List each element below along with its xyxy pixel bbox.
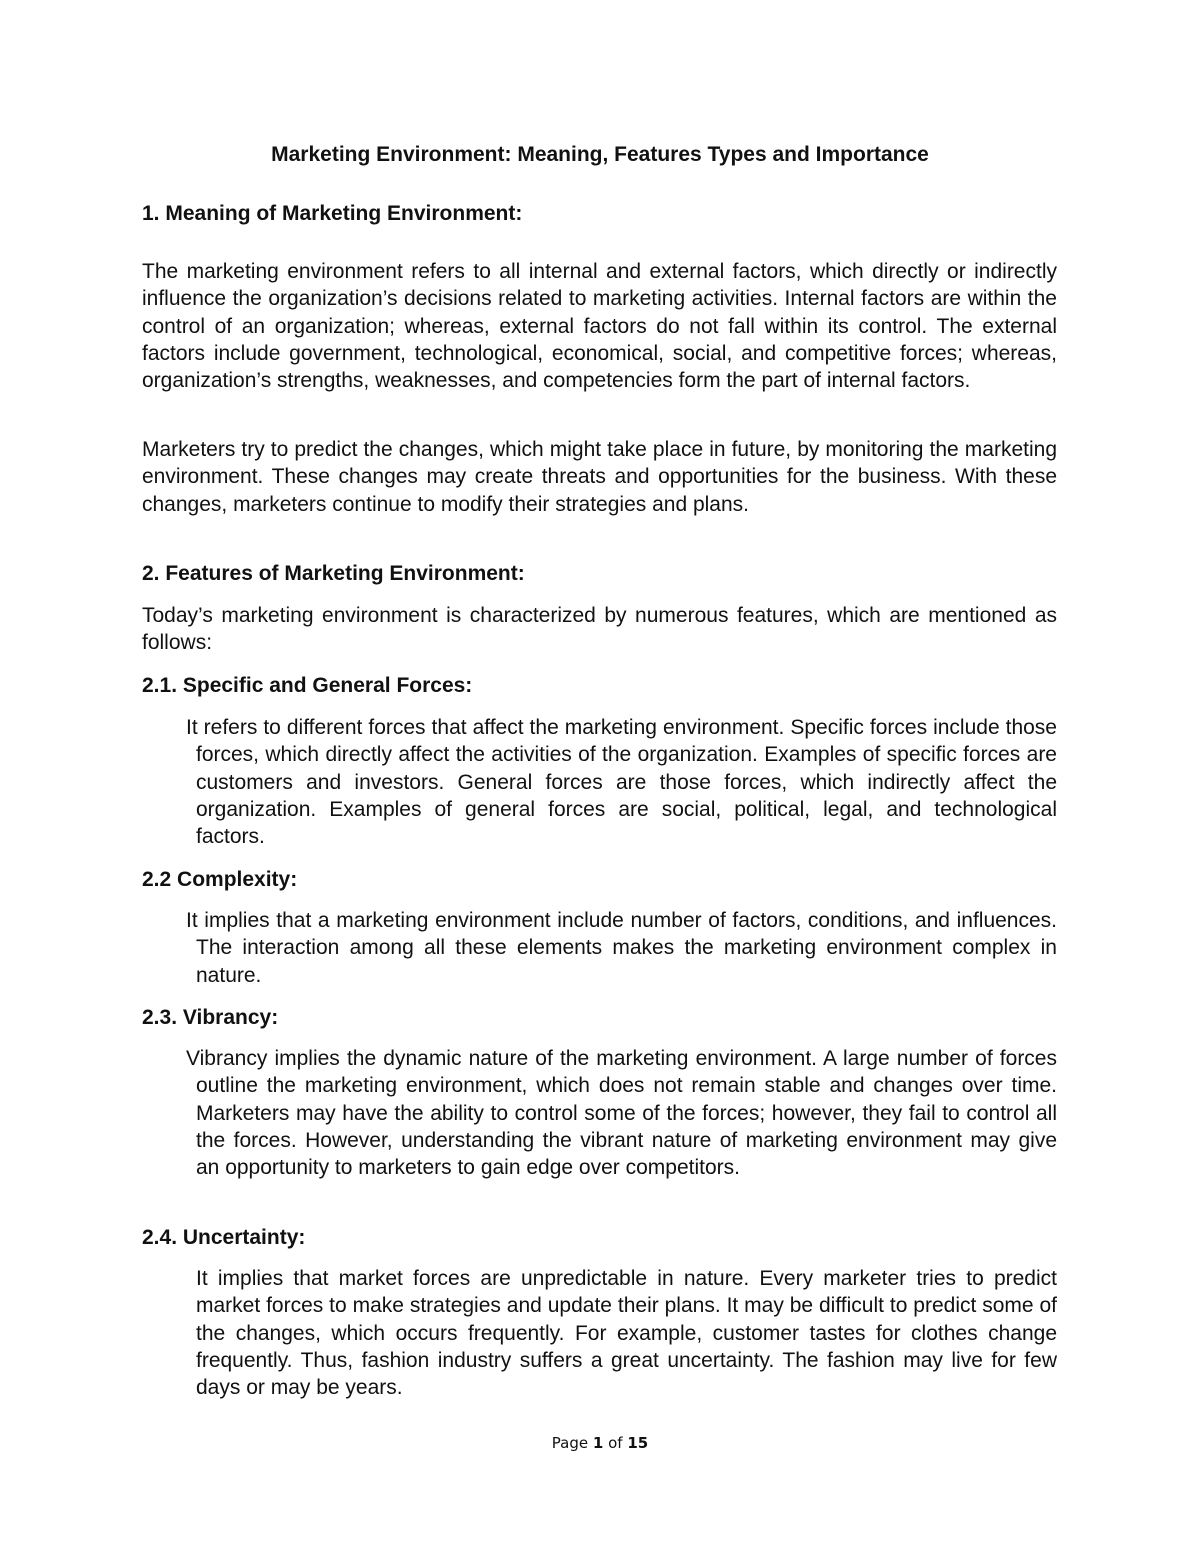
document-title: Marketing Environment: Meaning, Features Types and Importance xyxy=(271,143,929,166)
paragraph-uncertainty: It implies that market forces are unpredictable in nature. Every marketer tries to predict market forces to make strategies and update their plans. It may be difficult to predict some of the changes, which occurs frequently. For example, customer tastes for clothes change frequently. Thus, fashion industry suffers a great uncertainty. The fashion may live for few days or may be years. xyxy=(196,1267,1057,1400)
section-heading-features: 2. Features of Marketing Environment: xyxy=(142,562,525,585)
paragraph-specific-general: It refers to different forces that affect the marketing environment. Specific forces include those forces, which directly affect the activities of the organization. Examples of specific forces are customers and investors. General forces are those forces, which indirectly affect the organization. Examples of general forces are social, political, legal, and technological factors. xyxy=(186,716,1057,849)
paragraph-features-intro: Today’s marketing environment is characterized by numerous features, which are mentioned as follows: xyxy=(142,604,1057,655)
footer-current-page: 1 xyxy=(592,1434,604,1452)
section-heading-meaning: 1. Meaning of Marketing Environment: xyxy=(142,202,523,225)
subsection-heading-vibrancy: 2.3. Vibrancy: xyxy=(142,1006,279,1029)
footer-separator: of xyxy=(608,1434,623,1452)
paragraph-complexity: It implies that a marketing environment include number of factors, conditions, and influences. The interaction among all these elements makes the marketing environment complex in nature. xyxy=(186,909,1057,987)
subsection-heading-uncertainty: 2.4. Uncertainty: xyxy=(142,1226,306,1249)
paragraph-vibrancy: Vibrancy implies the dynamic nature of the marketing environment. A large number of forces outline the marketing environment, which does not remain stable and changes over time. Marketers may have the ability to control some of the forces; however, they fail to control all the forces. However, understanding the vibrant nature of marketing environment may give an opportunity to marketers to gain edge over competitors. xyxy=(186,1047,1057,1180)
page-footer xyxy=(0,1432,1200,1454)
subsection-heading-specific-general: 2.1. Specific and General Forces: xyxy=(142,674,473,697)
footer-total-pages: 15 xyxy=(627,1434,649,1452)
paragraph-meaning-1: The marketing environment refers to all internal and external factors, which directly or indirectly influence the organization’s decisions related to marketing activities. Internal factors are within the control of an organization; whereas, external factors do not fall within its control. The external factors include government, technological, economical, social, and competitive forces; whereas, organization’s strengths, weaknesses, and competencies form the part of internal factors. xyxy=(142,260,1057,393)
subsection-heading-complexity: 2.2 Complexity: xyxy=(142,868,298,891)
paragraph-meaning-2: Marketers try to predict the changes, which might take place in future, by monitoring the marketing environment. These changes may create threats and opportunities for the business. With these changes, marketers continue to modify their strategies and plans. xyxy=(142,438,1057,516)
footer-page-prefix: Page xyxy=(551,1434,589,1452)
